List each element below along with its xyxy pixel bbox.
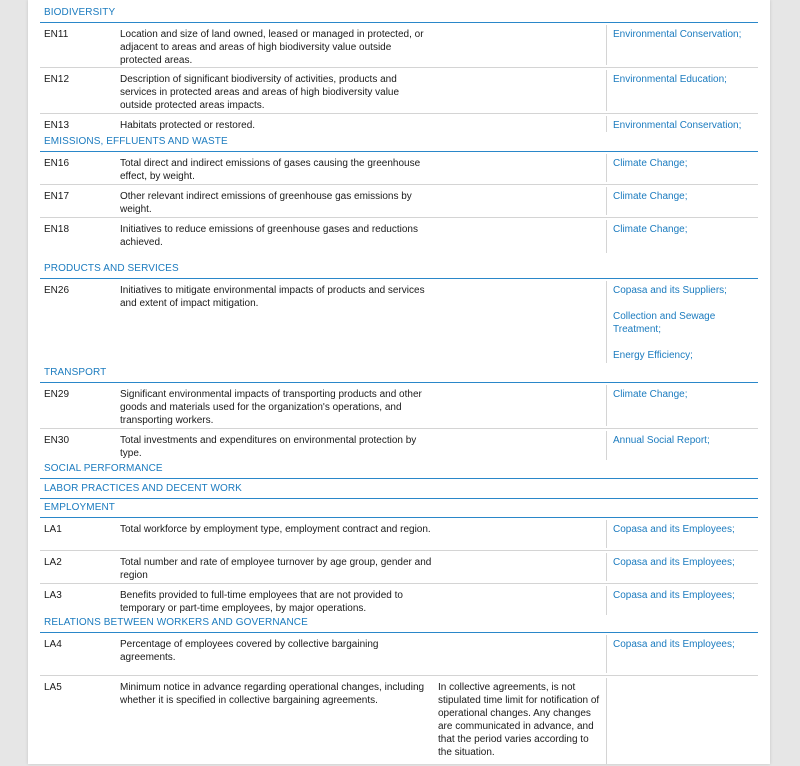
section-header-social-performance: SOCIAL PERFORMANCE <box>40 462 758 479</box>
column-divider <box>606 553 607 581</box>
reference-links <box>613 284 758 362</box>
reference-links <box>613 157 758 170</box>
reference-link[interactable]: Energy Efficiency; <box>613 350 693 361</box>
column-divider <box>606 25 607 65</box>
column-divider <box>606 220 607 253</box>
indicator-note: In collective agreements, is not stipulated time limit for notification of operational changes. Any changes are communicated in advance, and that the period varies according to the situation. <box>438 682 600 758</box>
indicator-code: EN18 <box>44 224 70 235</box>
reference-links <box>613 223 758 236</box>
reference-link[interactable]: Climate Change; <box>613 224 688 235</box>
table-row <box>40 383 758 429</box>
section-header-relations-workers: RELATIONS BETWEEN WORKERS AND GOVERNANCE <box>40 617 758 633</box>
reference-link[interactable]: Environmental Conservation; <box>613 120 742 131</box>
indicator-description: Percentage of employees covered by collective bargaining agreements. <box>120 639 379 663</box>
reference-link[interactable]: Copasa and its Employees; <box>613 639 735 650</box>
table-row <box>40 633 758 676</box>
indicator-code: LA1 <box>44 524 62 535</box>
reference-links <box>613 190 758 203</box>
reference-links <box>613 434 758 447</box>
indicator-description: Initiatives to mitigate environmental impacts of products and services and extent of impact mitigation. <box>120 285 425 309</box>
column-divider <box>606 187 607 215</box>
reference-links <box>613 556 758 569</box>
indicator-description: Total direct and indirect emissions of gases causing the greenhouse effect, by weight. <box>120 158 421 182</box>
reference-links <box>613 28 758 41</box>
reference-link[interactable]: Climate Change; <box>613 191 688 202</box>
indicator-code: EN12 <box>44 74 70 85</box>
indicator-code: LA4 <box>44 639 62 650</box>
table-row <box>40 584 758 617</box>
indicator-description: Significant environmental impacts of transporting products and other goods and materials used for the organization's operations, and transporting workers. <box>120 389 422 426</box>
reference-links <box>613 589 758 602</box>
column-divider <box>606 116 607 132</box>
indicator-code: EN26 <box>44 285 70 296</box>
indicator-code: LA3 <box>44 590 62 601</box>
table-row <box>40 429 758 462</box>
indicator-description: Habitats protected or restored. <box>120 120 256 131</box>
table-row <box>40 68 758 114</box>
report-page <box>28 0 770 764</box>
section-header-employment: EMPLOYMENT <box>40 499 758 518</box>
gri-index-table <box>40 0 758 766</box>
column-divider <box>606 635 607 673</box>
column-divider <box>606 678 607 764</box>
indicator-description: Total investments and expenditures on environmental protection by type. <box>120 435 417 459</box>
column-divider <box>606 70 607 111</box>
reference-link[interactable]: Environmental Education; <box>613 74 727 85</box>
reference-links <box>613 638 758 651</box>
indicator-description: Other relevant indirect emissions of greenhouse gas emissions by weight. <box>120 191 412 215</box>
reference-links <box>613 73 758 86</box>
section-header-products-services: PRODUCTS AND SERVICES <box>40 255 758 279</box>
reference-link[interactable]: Copasa and its Employees; <box>613 590 735 601</box>
reference-link[interactable]: Copasa and its Employees; <box>613 557 735 568</box>
section-header-transport: TRANSPORT <box>40 365 758 383</box>
table-row <box>40 114 758 134</box>
indicator-code: EN29 <box>44 389 70 400</box>
indicator-code: EN17 <box>44 191 70 202</box>
column-divider <box>606 385 607 426</box>
column-divider <box>606 154 607 182</box>
table-row <box>40 676 758 766</box>
table-row <box>40 185 758 218</box>
indicator-code: EN16 <box>44 158 70 169</box>
reference-link[interactable]: Climate Change; <box>613 389 688 400</box>
column-divider <box>606 520 607 548</box>
reference-link[interactable]: Environmental Conservation; <box>613 29 742 40</box>
table-row <box>40 23 758 68</box>
reference-link[interactable]: Copasa and its Suppliers; <box>613 285 727 296</box>
indicator-code: LA2 <box>44 557 62 568</box>
indicator-description: Total workforce by employment type, employment contract and region. <box>120 524 431 535</box>
reference-link[interactable]: Copasa and its Employees; <box>613 524 735 535</box>
reference-link[interactable]: Climate Change; <box>613 158 688 169</box>
column-divider <box>606 586 607 615</box>
indicator-description: Initiatives to reduce emissions of greenhouse gases and reductions achieved. <box>120 224 418 248</box>
indicator-description: Minimum notice in advance regarding operational changes, including whether it is specified in collective bargaining agreements. <box>120 682 425 706</box>
column-divider <box>606 431 607 460</box>
reference-link[interactable]: Collection and Sewage Treatment; <box>613 311 716 335</box>
reference-links <box>613 388 758 401</box>
indicator-description: Description of significant biodiversity of activities, products and services in protected areas and areas of high biodiversity value outside protected areas impacts. <box>120 74 400 111</box>
indicator-description: Total number and rate of employee turnover by age group, gender and region <box>120 557 432 581</box>
indicator-description: Location and size of land owned, leased or managed in protected, or adjacent to areas and areas of high biodiversity value outside protected areas. <box>120 29 424 66</box>
indicator-code: EN11 <box>44 29 69 40</box>
table-row <box>40 518 758 551</box>
table-row <box>40 279 758 365</box>
table-row <box>40 551 758 584</box>
indicator-code: EN13 <box>44 120 70 131</box>
indicator-description: Benefits provided to full-time employees that are not provided to temporary or part-time employees, by major operations. <box>120 590 403 614</box>
section-header-biodiversity: BIODIVERSITY <box>40 0 758 23</box>
table-row <box>40 218 758 255</box>
reference-links <box>613 523 758 536</box>
indicator-code: EN30 <box>44 435 70 446</box>
reference-links <box>613 119 758 132</box>
section-header-labor-practices: LABOR PRACTICES AND DECENT WORK <box>40 479 758 499</box>
table-row <box>40 152 758 185</box>
indicator-code: LA5 <box>44 682 62 693</box>
section-header-emissions: EMISSIONS, EFFLUENTS AND WASTE <box>40 134 758 152</box>
column-divider <box>606 281 607 363</box>
reference-link[interactable]: Annual Social Report; <box>613 435 710 446</box>
